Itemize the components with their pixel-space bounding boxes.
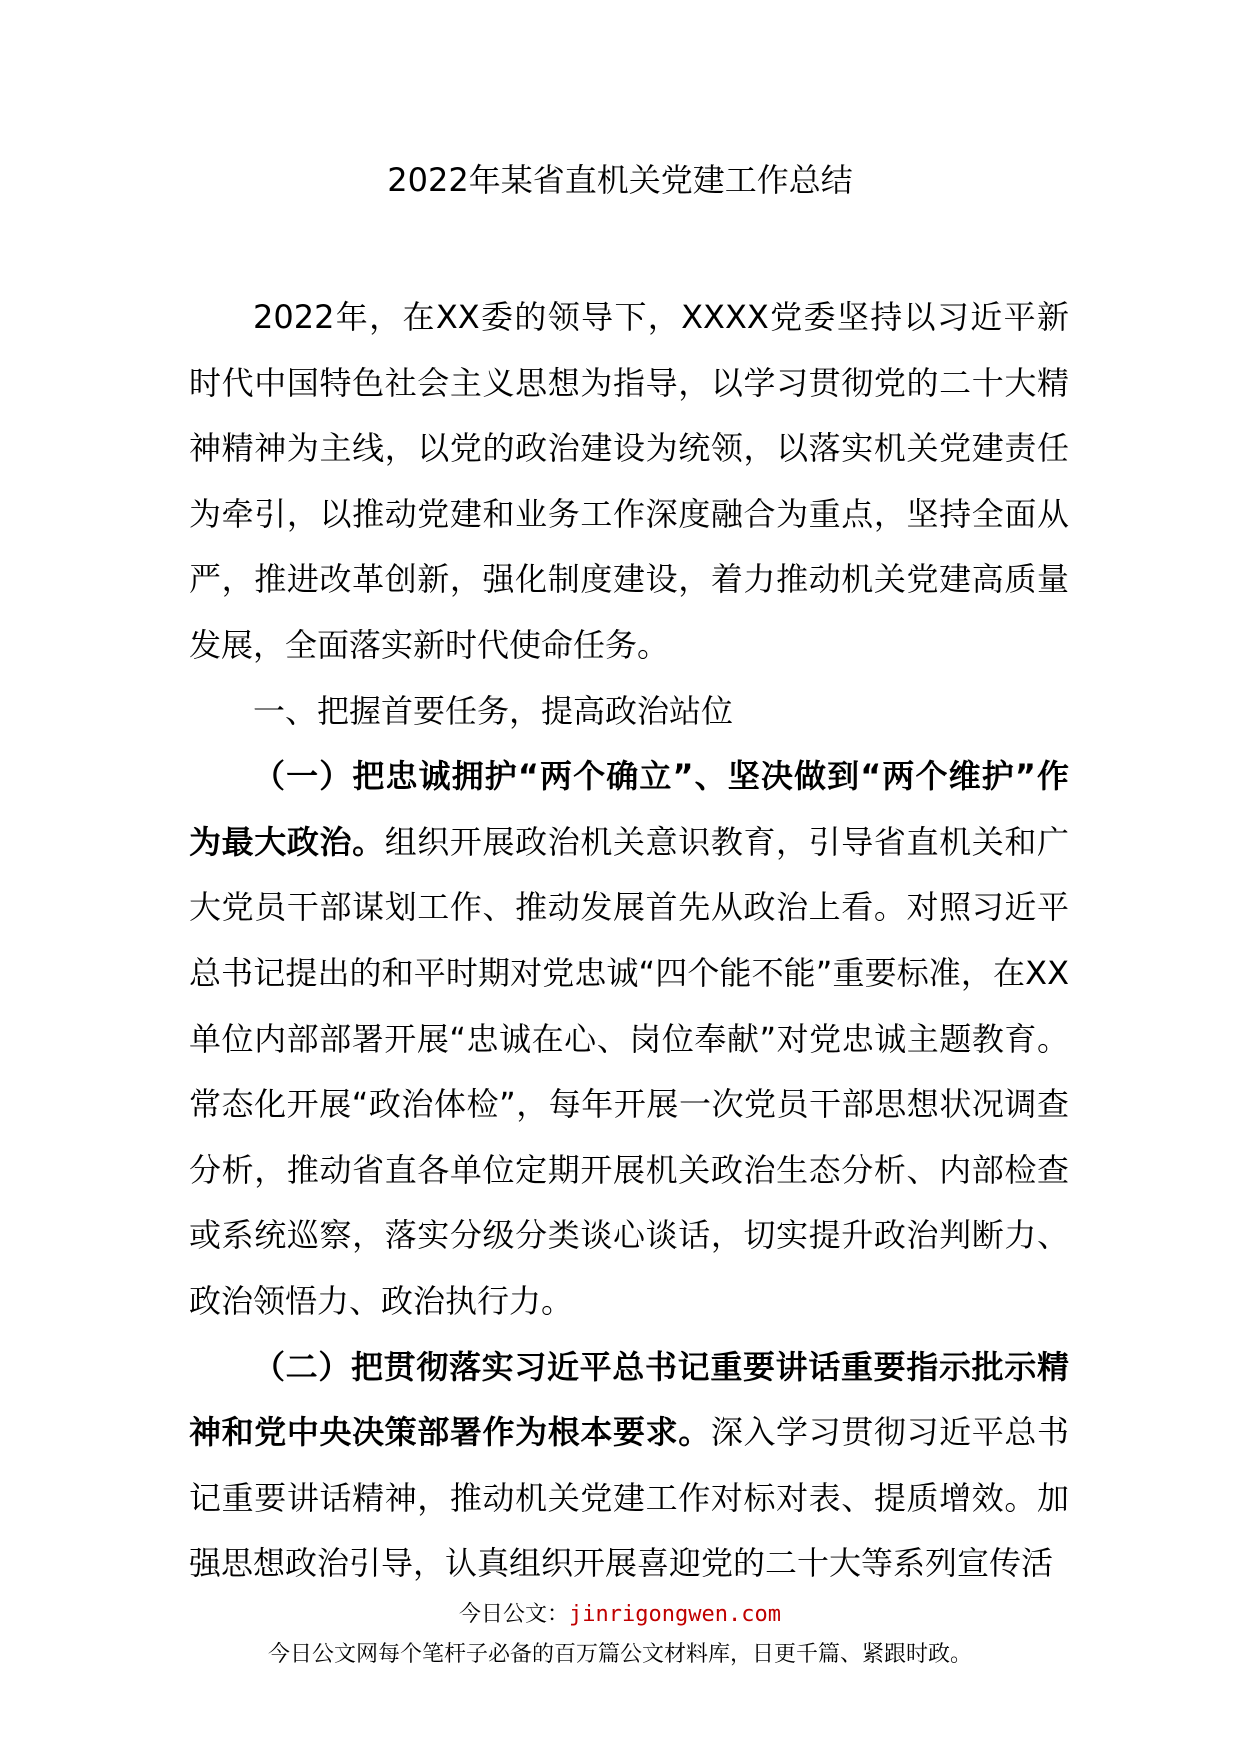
section-heading: 一、把握首要任务，提高政治站位	[253, 691, 734, 730]
footer-label: 今日公文：	[459, 1602, 570, 1627]
footer-url-link[interactable]: jinrigongwen.com	[569, 1602, 781, 1627]
footer-source	[0, 1600, 1240, 1630]
intro-paragraph: 2022年，在XX委的领导下，XXXX党委坚持以习近平新时代中国特色社会主义思想为指导，以学习贯彻党的二十大精神精神为主线，以党的政治建设为统领，以落实机关党建责任为牵引，以推动党建和业务工作深度融合为重点，坚持全面从严，推进改革创新，强化制度建设，着力推动机关党建高质量发展，全面落实新时代使命任务。	[189, 298, 1069, 664]
item-paragraph-2	[189, 1335, 1069, 1597]
footer-tagline: 今日公文网每个笔杆子必备的百万篇公文材料库，日更千篇、紧跟时政。	[267, 1642, 972, 1667]
item-2-body: 深入学习贯彻习近平总书记重要讲话精神，推动机关党建工作对标对表、提质增效。加强思想政治引导，认真组织开展喜迎党的二十大等系列宣传活	[189, 1413, 1069, 1583]
item-1-body: 组织开展政治机关意识教育，引导省直机关和广大党员干部谋划工作、推动发展首先从政治上看。对照习近平总书记提出的和平时期对党忠诚“四个能不能”重要标准，在XX单位内部部署开展“忠诚在心、岗位奉献”对党忠诚主题教育。常态化开展“政治体检”，每年开展一次党员干部思想状况调查分析，推动省直各单位定期开展机关政治生态分析、内部检查或系统巡察，落实分级分类谈心谈话，切实提升政治判断力、政治领悟力、政治执行力。	[189, 822, 1069, 1320]
item-2-lead: （二）把贯彻落实习近平总书记重要讲话重要指示批示精神和党中央决策部署作为根本要求。	[189, 1347, 1069, 1452]
document-title: 2022年某省直机关党建工作总结	[387, 161, 853, 199]
document-body	[189, 285, 1069, 1597]
item-paragraph-1	[189, 744, 1069, 1334]
item-1-lead: （一）把忠诚拥护“两个确立”、坚决做到“两个维护”作为最大政治。	[189, 757, 1069, 861]
